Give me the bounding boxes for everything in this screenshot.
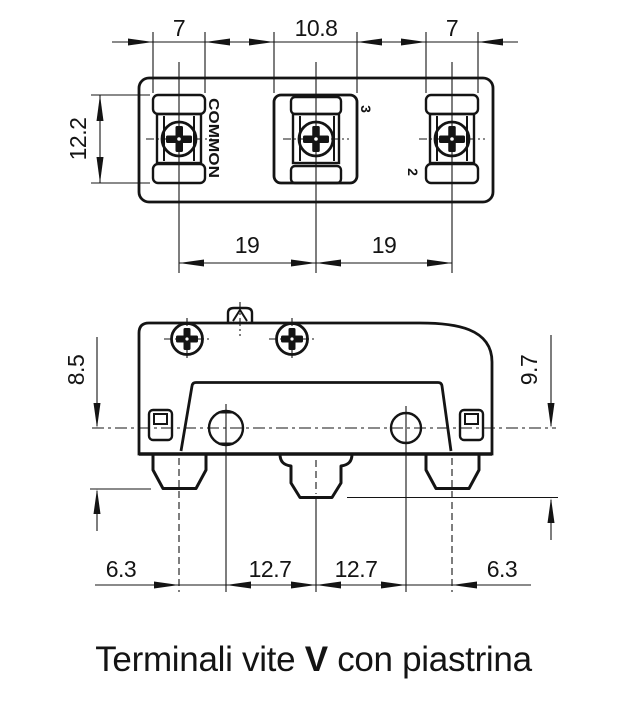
caption-suffix: con piastrina [337,640,532,679]
arrowhead [94,403,101,428]
arrowhead [548,498,555,523]
dim-bottom-chain [95,556,531,589]
arrowhead [205,39,230,46]
dim-label-width-right: 7 [445,15,459,41]
terminal-label-2: 2 [405,168,421,176]
dim-label-8-5: 8.5 [63,354,89,386]
caption-terminal-type: V [304,640,328,679]
top-view [65,15,518,273]
arrowhead [427,260,452,267]
arrowhead [291,582,316,589]
arrowhead [357,39,382,46]
arrowhead [381,582,406,589]
arrowhead [478,39,503,46]
arrowhead [452,582,477,589]
terminal-label-common: COMMON [205,98,222,168]
arrowhead [154,582,179,589]
dim-label-hole-pitch-right: 12.7 [334,556,378,582]
caption-prefix: Terminali vite [95,640,296,679]
arrowhead [97,95,104,121]
dim-label-offset-left: 6.3 [105,556,137,582]
dim-label-width-middle: 10.8 [294,15,338,41]
arrowhead [128,39,153,46]
dim-terminal-height [65,95,150,183]
dim-label-hole-pitch-left: 12.7 [248,556,292,582]
arrowhead [291,260,316,267]
dim-label-pitch-left: 19 [234,232,260,258]
arrowhead [97,157,104,183]
arrowhead [226,582,251,589]
dim-label-9-7: 9.7 [516,354,542,386]
terminal-label-3: 3 [358,105,374,113]
dim-label-width-left: 7 [172,15,186,41]
arrowhead [316,260,341,267]
arrowhead [316,582,341,589]
arrowhead [548,403,555,428]
figure-caption [0,640,627,680]
dim-label-offset-right: 6.3 [486,556,518,582]
arrowhead [94,489,101,514]
front-view [63,302,558,592]
arrowhead [401,39,426,46]
arrowhead [179,260,204,267]
dim-label-terminal-height: 12.2 [65,117,91,161]
arrowhead [249,39,274,46]
dim-label-pitch-right: 19 [371,232,397,258]
